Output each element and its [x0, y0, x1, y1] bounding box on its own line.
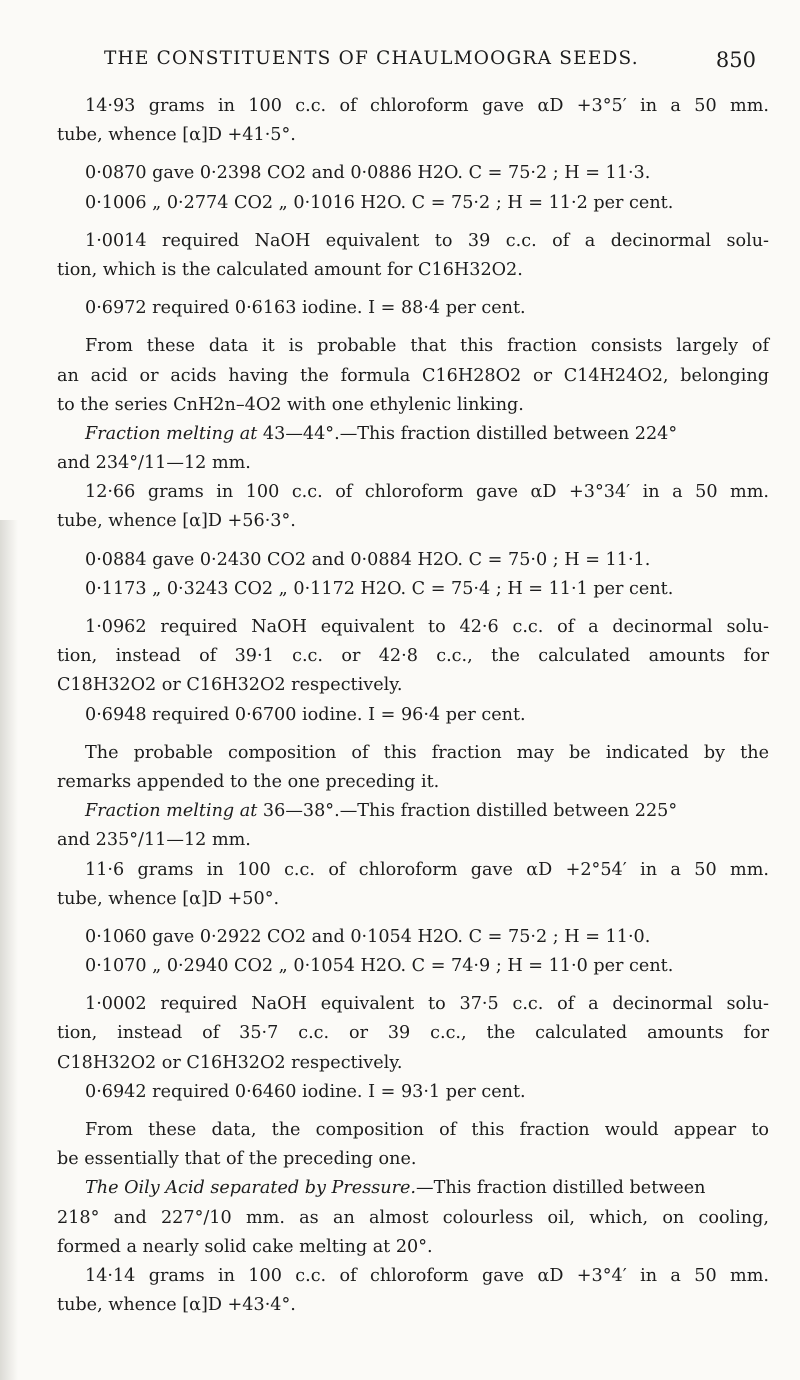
text-line: 11·6 grams in 100 c.c. of chloroform gave αD +2°54′ in a 50 mm.	[85, 859, 769, 880]
text-line: be essentially that of the preceding one.	[57, 1149, 417, 1170]
text-line: tube, whence [α]D +41·5°.	[57, 125, 296, 146]
text-line: 0·1006 „ 0·2774 CO2 „ 0·1016 H2O. C = 75·2 ; H = 11·2 per cent.	[85, 192, 674, 213]
body-text	[57, 92, 769, 1320]
page-edge-shadow	[0, 520, 18, 1380]
text-line: tube, whence [α]D +56·3°.	[57, 511, 296, 532]
text-line: 0·1060 gave 0·2922 CO2 and 0·1054 H2O. C = 75·2 ; H = 11·0.	[85, 926, 651, 947]
text-line: and 234°/11—12 mm.	[57, 453, 251, 474]
text-line: and 235°/11—12 mm.	[57, 830, 251, 851]
text-line: C18H32O2 or C16H32O2 respectively.	[57, 1052, 403, 1073]
text-span: —This fraction distilled between	[416, 1178, 706, 1199]
text-line: remarks appended to the one preceding it.	[57, 771, 440, 792]
text-line: 0·6942 required 0·6460 iodine. I = 93·1 per cent.	[85, 1081, 526, 1102]
running-header	[104, 48, 756, 78]
text-line: 0·6948 required 0·6700 iodine. I = 96·4 per cent.	[85, 704, 526, 725]
text-line: 0·1173 „ 0·3243 CO2 „ 0·1172 H2O. C = 75·4 ; H = 11·1 per cent.	[85, 578, 674, 599]
text-line: tube, whence [α]D +43·4°.	[57, 1295, 296, 1316]
text-span: 36—38°.—This fraction distilled between 225°	[257, 801, 678, 822]
text-line: tion, instead of 35·7 c.c. or 39 c.c., the calculated amounts for	[57, 1023, 769, 1044]
text-line: 14·14 grams in 100 c.c. of chloroform gave αD +3°4′ in a 50 mm.	[85, 1265, 769, 1286]
text-line: tube, whence [α]D +50°.	[57, 888, 280, 909]
section-heading-line	[57, 420, 769, 449]
text-line: formed a nearly solid cake melting at 20°.	[57, 1236, 433, 1257]
text-line: C18H32O2 or C16H32O2 respectively.	[57, 675, 403, 696]
text-line: 1·0962 required NaOH equivalent to 42·6 c.c. of a decinormal solu-	[85, 617, 769, 637]
text-line: 12·66 grams in 100 c.c. of chloroform gave αD +3°34′ in a 50 mm.	[85, 482, 769, 503]
section-heading: Fraction melting at	[85, 423, 258, 444]
text-line: tion, which is the calculated amount for C16H32O2.	[57, 259, 523, 280]
text-line: tion, instead of 39·1 c.c. or 42·8 c.c., the calculated amounts for	[57, 646, 769, 667]
text-span: 43—44°.—This fraction distilled between 224°	[257, 423, 678, 444]
section-heading: The Oily Acid separated by Pressure.	[85, 1178, 417, 1199]
section-heading-line	[57, 797, 769, 826]
text-line: From these data, the composition of this fraction would appear to	[85, 1120, 769, 1140]
text-line: 218° and 227°/10 mm. as an almost colourless oil, which, on cooling,	[57, 1207, 769, 1228]
text-line: to the series CnH2n–4O2 with one ethylenic linking.	[57, 394, 524, 415]
text-line: 0·0884 gave 0·2430 CO2 and 0·0884 H2O. C = 75·0 ; H = 11·1.	[85, 549, 651, 570]
text-line: The probable composition of this fraction may be indicated by the	[85, 742, 769, 763]
section-heading-line	[57, 1174, 769, 1203]
section-heading: Fraction melting at	[85, 801, 258, 822]
text-line: From these data it is probable that this fraction consists largely of	[85, 336, 769, 357]
text-line: an acid or acids having the formula C16H28O2 or C14H24O2, belonging	[57, 365, 769, 386]
text-line: 1·0014 required NaOH equivalent to 39 c.c. of a decinormal solu-	[85, 230, 769, 251]
text-line: 0·1070 „ 0·2940 CO2 „ 0·1054 H2O. C = 74·9 ; H = 11·0 per cent.	[85, 956, 674, 977]
page-number: 850	[715, 48, 756, 72]
text-line: 1·0002 required NaOH equivalent to 37·5 c.c. of a decinormal solu-	[85, 994, 769, 1015]
text-line: 14·93 grams in 100 c.c. of chloroform gave αD +3°5′ in a 50 mm.	[85, 96, 769, 116]
text-line: 0·6972 required 0·6163 iodine. I = 88·4 per cent.	[85, 298, 526, 319]
text-line: 0·0870 gave 0·2398 CO2 and 0·0886 H2O. C = 75·2 ; H = 11·3.	[85, 163, 651, 184]
running-title: THE CONSTITUENTS OF CHAULMOOGRA SEEDS.	[104, 48, 639, 69]
